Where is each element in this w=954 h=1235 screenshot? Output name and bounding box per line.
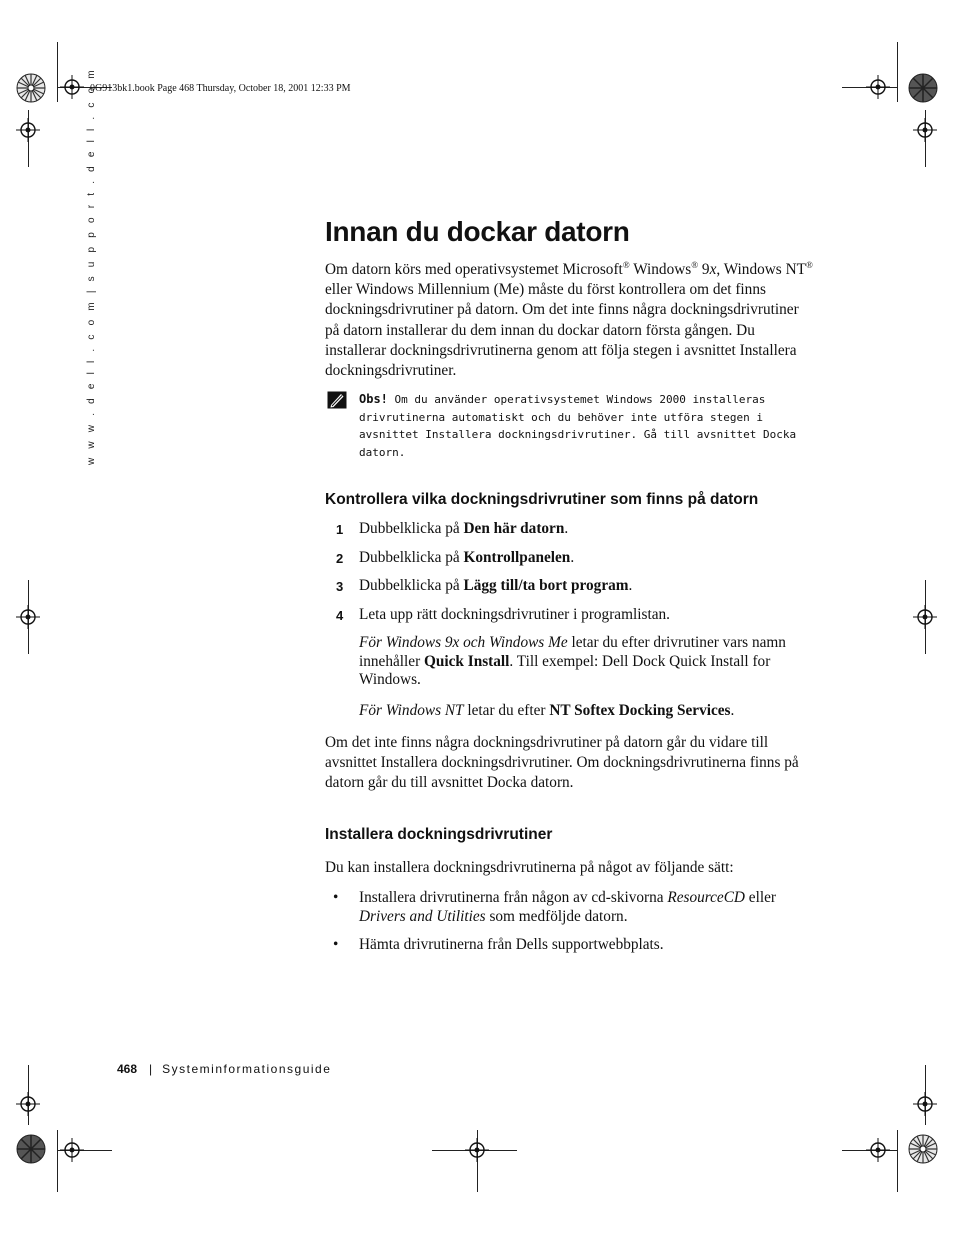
list-item: 2 Dubbelklicka på Kontrollpanelen.	[336, 548, 575, 566]
guide-title: Systeminformationsguide	[162, 1062, 332, 1076]
page-number: 468	[117, 1062, 138, 1076]
print-info: 0G913bk1.book Page 468 Thursday, October 18, 2001 12:33 PM	[90, 83, 351, 94]
install-options-list	[325, 888, 815, 954]
registration-crosshair-icon	[465, 1138, 489, 1162]
section-paragraph: Om det inte finns några dockningsdrivrutiner på datorn går du vidare till avsnittet Installera dockningsdrivrutiner. Om dockningsdrivrutinerna finns på datorn går du till avsnittet Docka datorn.	[325, 733, 799, 792]
registration-crosshair-icon	[60, 1138, 84, 1162]
registration-crosshair-icon	[913, 118, 937, 142]
registration-crosshair-icon	[866, 75, 890, 99]
list-item: • Installera drivrutinerna från någon av cd-skivorna ResourceCD eller Drivers and Utilities som medföljde datorn.	[333, 888, 776, 925]
side-url	[82, 67, 102, 470]
page-footer	[117, 1062, 331, 1076]
registration-crosshair-icon	[16, 1092, 40, 1116]
color-calibration-wheel-icon	[16, 73, 46, 103]
side-url-text: w w w . d e l l . c o m | s u p p o r t . d e l l . c o m	[86, 67, 97, 465]
section-heading-install: Installera dockningsdrivrutiner	[325, 825, 553, 843]
registration-crosshair-icon	[866, 1138, 890, 1162]
intro-paragraph: Om datorn körs med operativsystemet Microsoft® Windows® 9x, Windows NT® eller Windows Millennium (Me) måste du först kontrollera om det finns dockningsdrivrutiner på datorn. Om det inte finns några dockningsdrivrutiner på datorn installerar du dem innan du dockar datorn första gången. Du installerar dockningsdrivrutinerna genom att följa stegen i avsnittet Installera dockningsdrivrutiner.	[325, 259, 813, 380]
pencil-note-icon	[327, 391, 347, 409]
note-label: Obs!	[359, 392, 388, 407]
registration-crosshair-icon	[913, 1092, 937, 1116]
note-box	[325, 391, 815, 461]
crop-line	[57, 42, 58, 102]
registration-crosshair-icon	[16, 118, 40, 142]
list-item: 3 Dubbelklicka på Lägg till/ta bort program.	[336, 577, 633, 595]
color-calibration-wheel-icon	[908, 73, 938, 103]
registration-crosshair-icon	[60, 75, 84, 99]
crop-line	[897, 42, 898, 102]
install-intro: Du kan installera dockningsdrivrutinerna på något av följande sätt:	[325, 858, 734, 876]
crop-line	[57, 1130, 58, 1192]
step-detail-nt: För Windows NT letar du efter NT Softex Docking Services.	[359, 702, 735, 720]
registration-crosshair-icon	[16, 605, 40, 629]
list-item: 1 Dubbelklicka på Den här datorn.	[336, 520, 569, 538]
color-calibration-wheel-icon	[16, 1134, 46, 1164]
main-content	[325, 214, 815, 963]
step-detail-9x: För Windows 9x och Windows Me letar du efter drivrutiner vars namn innehåller Quick Install. Till exempel: Dell Dock Quick Install for Windows.	[359, 633, 786, 689]
list-item: • Hämta drivrutinerna från Dells supportwebbplats.	[333, 935, 664, 953]
section-heading-check: Kontrollera vilka dockningsdrivrutiner som finns på datorn	[325, 491, 759, 509]
list-item: 4 Leta upp rätt dockningsdrivrutiner i programlistan.	[336, 605, 670, 623]
page-title: Innan du dockar datorn	[325, 216, 630, 247]
registration-crosshair-icon	[913, 605, 937, 629]
color-calibration-wheel-icon	[908, 1134, 938, 1164]
note-text: Om du använder operativsystemet Windows 2000 installeras drivrutinerna automatiskt och du behöver inte utföra stegen i avsnittet Installera dockningsdrivrutiner. Gå till avsnittet Docka datorn.	[359, 393, 797, 459]
steps-list	[325, 519, 815, 625]
footer-separator: |	[149, 1062, 153, 1076]
crop-line	[897, 1130, 898, 1192]
